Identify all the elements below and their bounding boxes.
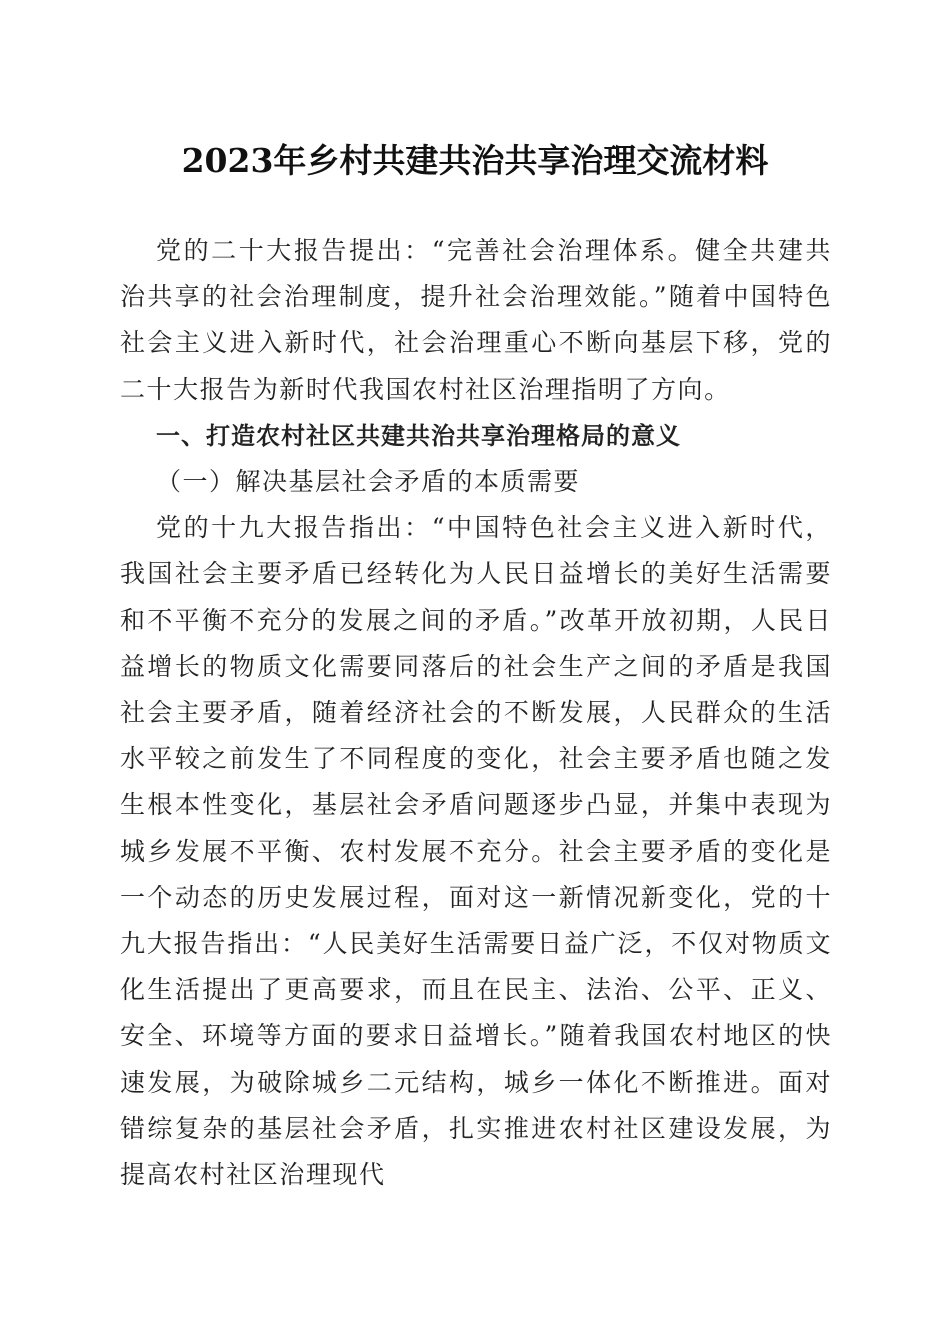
section-heading: 一、打造农村社区共建共治共享治理格局的意义 xyxy=(156,421,681,450)
intro-paragraph: 党的二十大报告提出：“完善社会治理体系。健全共建共治共享的社会治理制度，提升社会治理效能。”随着中国特色社会主义进入新时代，社会治理重心不断向基层下移，党的二十大报告为新时代我国农村社区治理指明了方向。 xyxy=(120,236,832,404)
document-title: 2023年乡村共建共治共享治理交流材料 xyxy=(181,141,769,180)
document-body xyxy=(120,228,832,1198)
subsection-heading: （一）解决基层社会矛盾的本质需要 xyxy=(156,467,581,497)
body-paragraph: 党的十九大报告指出：“中国特色社会主义进入新时代，我国社会主要矛盾已经转化为人民日益增长的美好生活需要和不平衡不充分的发展之间的矛盾。”改革开放初期，人民日益增长的物质文化需要同落后的社会生产之间的矛盾是我国社会主要矛盾，随着经济社会的不断发展，人民群众的生活水平较之前发生了不同程度的变化，社会主要矛盾也随之发生根本性变化，基层社会矛盾问题逐步凸显，并集中表现为城乡发展不平衡、农村发展不充分。社会主要矛盾的变化是一个动态的历史发展过程，面对这一新情况新变化，党的十九大报告指出：“人民美好生活需要日益广泛，不仅对物质文化生活提出了更高要求，而且在民主、法治、公平、正义、安全、环境等方面的要求日益增长。”随着我国农村地区的快速发展，为破除城乡二元结构，城乡一体化不断推进。面对错综复杂的基层社会矛盾，扎实推进农村社区建设发展，为提高农村社区治理现代 xyxy=(120,513,832,1190)
